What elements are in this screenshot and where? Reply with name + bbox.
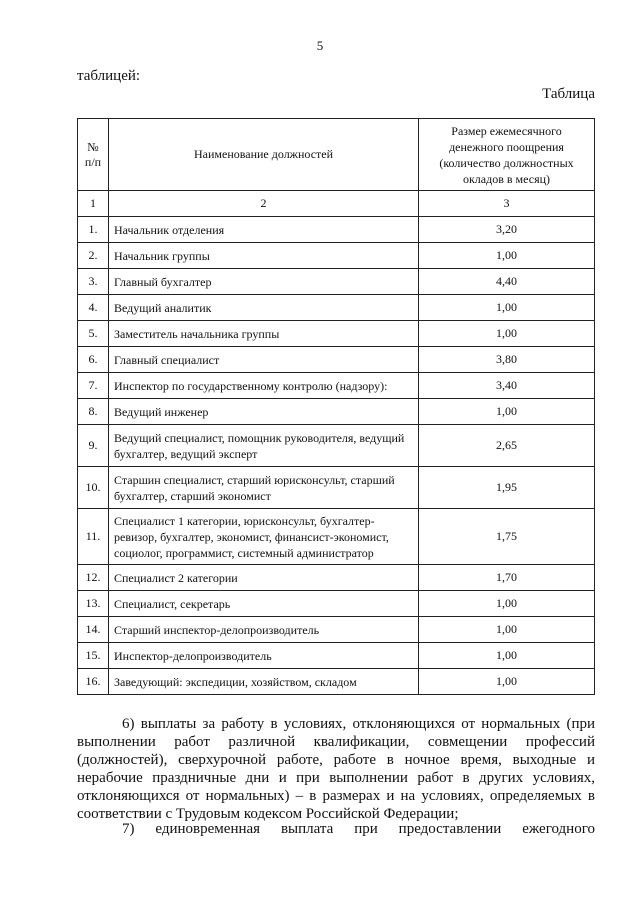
positions-table [77, 118, 595, 695]
row-name: Инспектор по государственному контролю (надзору): [109, 373, 419, 399]
row-name: Ведущий аналитик [109, 295, 419, 321]
row-num: 13. [78, 591, 109, 617]
row-num: 11. [78, 509, 109, 565]
table-row [78, 321, 595, 347]
row-value: 2,65 [419, 425, 595, 467]
row-value: 1,95 [419, 467, 595, 509]
row-value: 1,00 [419, 321, 595, 347]
row-num: 16. [78, 669, 109, 695]
table-row [78, 617, 595, 643]
row-value: 3,80 [419, 347, 595, 373]
table-caption: Таблица [542, 86, 595, 102]
row-num: 5. [78, 321, 109, 347]
row-name: Заместитель начальника группы [109, 321, 419, 347]
row-value: 1,70 [419, 565, 595, 591]
row-value: 1,00 [419, 617, 595, 643]
table-row [78, 425, 595, 467]
row-num: 10. [78, 467, 109, 509]
table-row [78, 669, 595, 695]
paragraph-item-6: 6) выплаты за работу в условиях, отклоняющихся от нормальных (при выполнении работ различной квалификации, совмещении профессий (должностей), сверхурочной работе, работе в ночное время, выходные и нерабочие праздничные дни и при выполнении работ в других условиях, отклоняющихся от нормальных) – в размерах и на условиях, определяемых в соответствии с Трудовым кодексом Российской Федерации; [77, 716, 595, 822]
paragraph-item-7: 7) единовременная выплата при предоставлении ежегодного [122, 821, 595, 837]
table-row [78, 467, 595, 509]
table-row [78, 591, 595, 617]
row-num: 12. [78, 565, 109, 591]
row-num: 15. [78, 643, 109, 669]
row-name: Главный специалист [109, 347, 419, 373]
row-value: 1,00 [419, 399, 595, 425]
table-row [78, 269, 595, 295]
page-number: 5 [316, 38, 324, 53]
row-num: 9. [78, 425, 109, 467]
row-num: 3. [78, 269, 109, 295]
row-num: 7. [78, 373, 109, 399]
row-num: 6. [78, 347, 109, 373]
row-num: 8. [78, 399, 109, 425]
row-name: Ведущий инженер [109, 399, 419, 425]
row-value: 3,20 [419, 217, 595, 243]
header-size: Размер ежемесячного денежного поощрения (количество должностных окладов в месяц) [419, 119, 595, 191]
table-row [78, 347, 595, 373]
header-name: Наименование должностей [109, 119, 419, 191]
table-row [78, 643, 595, 669]
table-row [78, 373, 595, 399]
index-cell: 1 [78, 191, 109, 217]
table-row [78, 243, 595, 269]
table-row [78, 295, 595, 321]
row-name: Специалист, секретарь [109, 591, 419, 617]
row-num: 4. [78, 295, 109, 321]
row-name: Специалист 1 категории, юрисконсульт, бухгалтер-ревизор, бухгалтер, экономист, финансист-экономист, социолог, программист, системный администратор [109, 509, 419, 565]
table-header-row [78, 119, 595, 191]
row-name: Начальник группы [109, 243, 419, 269]
row-value: 1,75 [419, 509, 595, 565]
row-value: 3,40 [419, 373, 595, 399]
row-value: 1,00 [419, 295, 595, 321]
row-value: 1,00 [419, 243, 595, 269]
row-name: Заведующий: экспедиции, хозяйством, складом [109, 669, 419, 695]
row-num: 1. [78, 217, 109, 243]
row-value: 1,00 [419, 643, 595, 669]
row-name: Инспектор-делопроизводитель [109, 643, 419, 669]
row-name: Специалист 2 категории [109, 565, 419, 591]
row-num: 2. [78, 243, 109, 269]
table-row [78, 565, 595, 591]
row-value: 1,00 [419, 669, 595, 695]
table-index-row [78, 191, 595, 217]
index-cell: 3 [419, 191, 595, 217]
row-name: Ведущий специалист, помощник руководителя, ведущий бухгалтер, ведущий эксперт [109, 425, 419, 467]
row-name: Старший инспектор-делопроизводитель [109, 617, 419, 643]
row-name: Начальник отделения [109, 217, 419, 243]
row-num: 14. [78, 617, 109, 643]
header-num: № п/п [78, 119, 109, 191]
row-name: Старшин специалист, старший юрисконсульт, старший бухгалтер, старший экономист [109, 467, 419, 509]
row-name: Главный бухгалтер [109, 269, 419, 295]
intro-text: таблицей: [77, 68, 141, 84]
table-row [78, 509, 595, 565]
table-row [78, 399, 595, 425]
row-value: 4,40 [419, 269, 595, 295]
index-cell: 2 [109, 191, 419, 217]
row-value: 1,00 [419, 591, 595, 617]
table-row [78, 217, 595, 243]
